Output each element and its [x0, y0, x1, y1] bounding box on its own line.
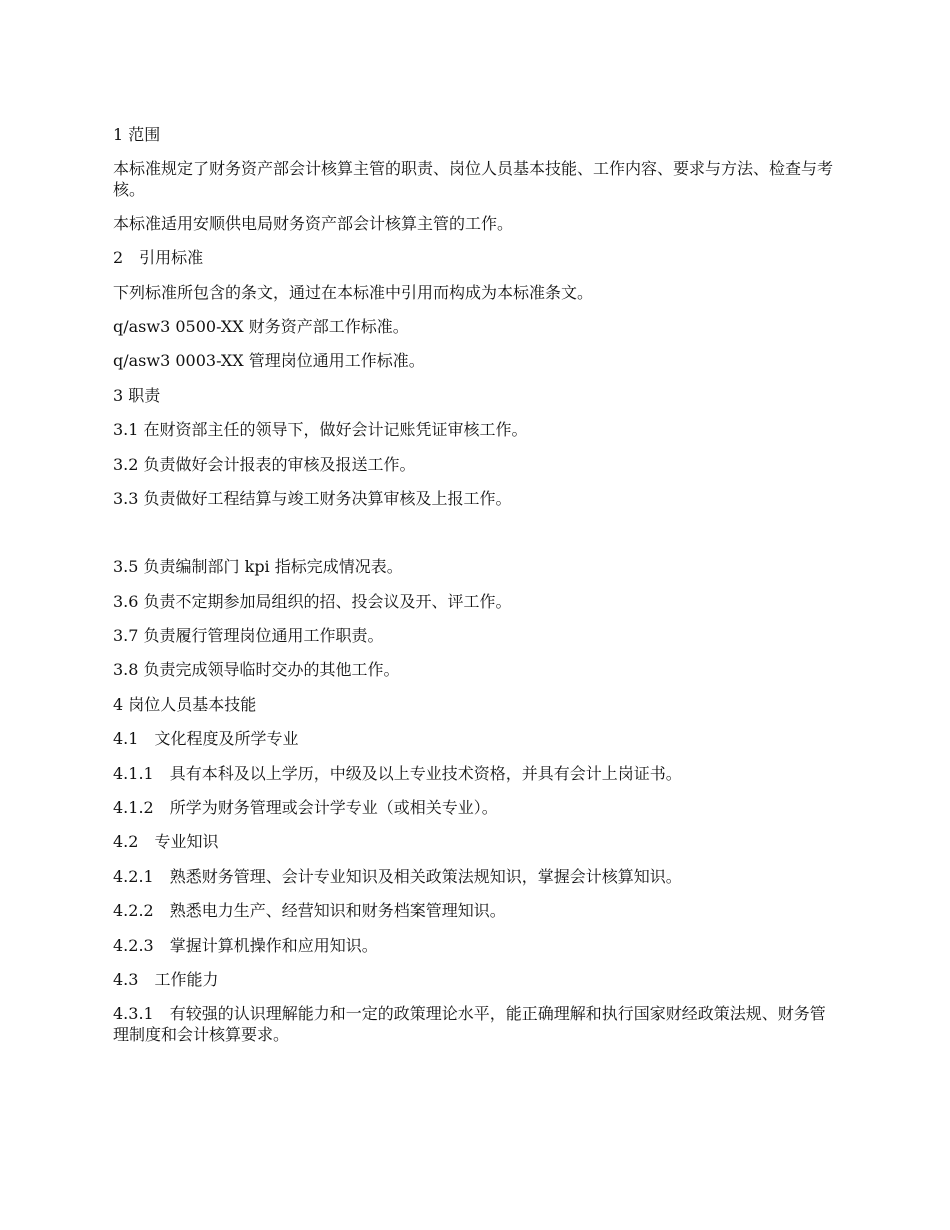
section-heading-references: 2 引用标准 — [113, 248, 204, 268]
duty-item-3-7: 3.7 负责履行管理岗位通用工作职责。 — [113, 626, 384, 646]
reference-item-2: q/asw3 0003-XX 管理岗位通用工作标准。 — [113, 351, 425, 371]
section-heading-duties: 3 职责 — [113, 385, 161, 405]
skill-item-4-1-1: 4.1.1 具有本科及以上学历，中级及以上专业技术资格，并具有会计上岗证书。 — [113, 763, 682, 783]
document-body — [113, 124, 840, 1058]
duty-item-3-5: 3.5 负责编制部门 kpi 指标完成情况表。 — [113, 557, 403, 577]
skill-item-4-3-1: 4.3.1 有较强的认识理解能力和一定的政策理论水平，能正确理解和执行国家财经政策法规、财务管理制度和会计核算要求。 — [113, 1004, 826, 1045]
paragraph-scope-definition: 本标准规定了财务资产部会计核算主管的职责、岗位人员基本技能、工作内容、要求与方法、检查与考核。 — [113, 159, 834, 200]
subsection-heading-4-1: 4.1 文化程度及所学专业 — [113, 729, 299, 749]
duty-item-3-3: 3.3 负责做好工程结算与竣工财务决算审核及上报工作。 — [113, 488, 512, 508]
skill-item-4-1-2: 4.1.2 所学为财务管理或会计学专业（或相关专业）。 — [113, 798, 498, 818]
skill-item-4-2-1: 4.2.1 熟悉财务管理、会计专业知识及相关政策法规知识，掌握会计核算知识。 — [113, 866, 682, 886]
section-heading-skills: 4 岗位人员基本技能 — [113, 694, 257, 714]
skill-item-4-2-2: 4.2.2 熟悉电力生产、经营知识和财务档案管理知识。 — [113, 901, 506, 921]
subsection-heading-4-2: 4.2 专业知识 — [113, 832, 219, 852]
skill-item-4-2-3: 4.2.3 掌握计算机操作和应用知识。 — [113, 935, 378, 955]
paragraph-references-intro: 下列标准所包含的条文，通过在本标准中引用而构成为本标准条文。 — [113, 282, 594, 302]
paragraph-scope-applicability: 本标准适用安顺供电局财务资产部会计核算主管的工作。 — [113, 213, 514, 233]
section-heading-scope: 1 范围 — [113, 125, 161, 144]
subsection-heading-4-3: 4.3 工作能力 — [113, 969, 219, 989]
duty-item-3-1: 3.1 在财资部主任的领导下，做好会计记账凭证审核工作。 — [113, 420, 528, 440]
duty-item-3-8: 3.8 负责完成领导临时交办的其他工作。 — [113, 660, 400, 680]
blank-gap — [113, 522, 840, 556]
duty-item-3-2: 3.2 负责做好会计报表的审核及报送工作。 — [113, 454, 416, 474]
duty-item-3-6: 3.6 负责不定期参加局组织的招、投会议及开、评工作。 — [113, 591, 512, 611]
reference-item-1: q/asw3 0500-XX 财务资产部工作标准。 — [113, 316, 409, 336]
